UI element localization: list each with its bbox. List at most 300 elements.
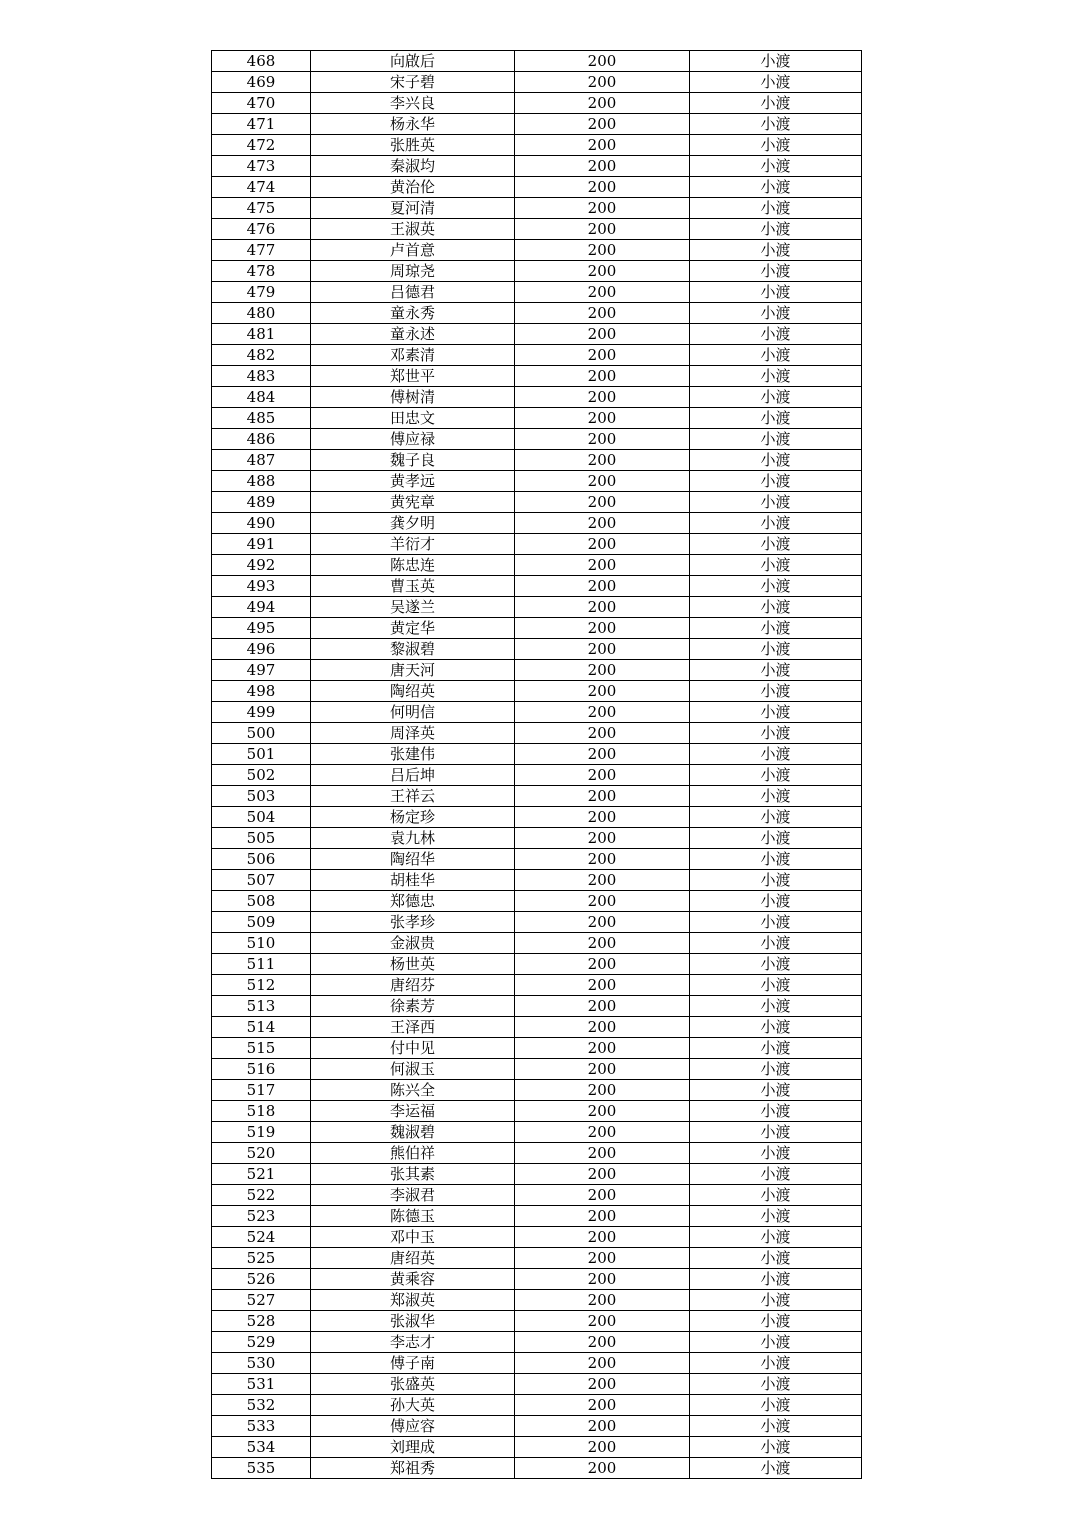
location-cell: 小渡	[690, 303, 862, 324]
name-cell: 向啟后	[311, 51, 515, 72]
amount-cell: 200	[515, 1374, 690, 1395]
serial-number-cell: 532	[212, 1395, 311, 1416]
table-row	[212, 702, 862, 723]
name-cell: 金淑贵	[311, 933, 515, 954]
table-row	[212, 135, 862, 156]
serial-number-cell: 469	[212, 72, 311, 93]
location-cell: 小渡	[690, 912, 862, 933]
name-cell: 王淑英	[311, 219, 515, 240]
serial-number-cell: 498	[212, 681, 311, 702]
name-cell: 黄定华	[311, 618, 515, 639]
table-row	[212, 1269, 862, 1290]
amount-cell: 200	[515, 807, 690, 828]
amount-cell: 200	[515, 1332, 690, 1353]
serial-number-cell: 487	[212, 450, 311, 471]
name-cell: 童永秀	[311, 303, 515, 324]
location-cell: 小渡	[690, 1017, 862, 1038]
table-row	[212, 1248, 862, 1269]
amount-cell: 200	[515, 429, 690, 450]
name-cell: 孙大英	[311, 1395, 515, 1416]
table-row	[212, 660, 862, 681]
amount-cell: 200	[515, 135, 690, 156]
serial-number-cell: 517	[212, 1080, 311, 1101]
table-row	[212, 219, 862, 240]
table-row	[212, 471, 862, 492]
serial-number-cell: 488	[212, 471, 311, 492]
serial-number-cell: 494	[212, 597, 311, 618]
amount-cell: 200	[515, 1059, 690, 1080]
amount-cell: 200	[515, 618, 690, 639]
name-cell: 周琼尧	[311, 261, 515, 282]
table-row	[212, 1332, 862, 1353]
name-cell: 何明信	[311, 702, 515, 723]
name-cell: 李兴良	[311, 93, 515, 114]
table-row	[212, 618, 862, 639]
roster-table	[211, 50, 862, 1479]
location-cell: 小渡	[690, 471, 862, 492]
amount-cell: 200	[515, 996, 690, 1017]
amount-cell: 200	[515, 681, 690, 702]
serial-number-cell: 504	[212, 807, 311, 828]
amount-cell: 200	[515, 177, 690, 198]
table-row	[212, 450, 862, 471]
location-cell: 小渡	[690, 93, 862, 114]
amount-cell: 200	[515, 1206, 690, 1227]
name-cell: 张淑华	[311, 1311, 515, 1332]
table-row	[212, 513, 862, 534]
amount-cell: 200	[515, 261, 690, 282]
table-row	[212, 345, 862, 366]
table-row	[212, 1143, 862, 1164]
location-cell: 小渡	[690, 492, 862, 513]
location-cell: 小渡	[690, 891, 862, 912]
location-cell: 小渡	[690, 702, 862, 723]
serial-number-cell: 468	[212, 51, 311, 72]
amount-cell: 200	[515, 51, 690, 72]
amount-cell: 200	[515, 1164, 690, 1185]
serial-number-cell: 480	[212, 303, 311, 324]
serial-number-cell: 526	[212, 1269, 311, 1290]
name-cell: 王祥云	[311, 786, 515, 807]
table-row	[212, 261, 862, 282]
amount-cell: 200	[515, 114, 690, 135]
amount-cell: 200	[515, 786, 690, 807]
name-cell: 陶绍英	[311, 681, 515, 702]
location-cell: 小渡	[690, 240, 862, 261]
amount-cell: 200	[515, 366, 690, 387]
name-cell: 李志才	[311, 1332, 515, 1353]
location-cell: 小渡	[690, 744, 862, 765]
serial-number-cell: 531	[212, 1374, 311, 1395]
amount-cell: 200	[515, 219, 690, 240]
table-row	[212, 1416, 862, 1437]
serial-number-cell: 528	[212, 1311, 311, 1332]
name-cell: 黄乘容	[311, 1269, 515, 1290]
amount-cell: 200	[515, 93, 690, 114]
amount-cell: 200	[515, 702, 690, 723]
location-cell: 小渡	[690, 177, 862, 198]
table-row	[212, 723, 862, 744]
serial-number-cell: 522	[212, 1185, 311, 1206]
location-cell: 小渡	[690, 1080, 862, 1101]
amount-cell: 200	[515, 303, 690, 324]
location-cell: 小渡	[690, 849, 862, 870]
amount-cell: 200	[515, 1080, 690, 1101]
amount-cell: 200	[515, 933, 690, 954]
amount-cell: 200	[515, 891, 690, 912]
amount-cell: 200	[515, 513, 690, 534]
serial-number-cell: 502	[212, 765, 311, 786]
name-cell: 魏子良	[311, 450, 515, 471]
serial-number-cell: 507	[212, 870, 311, 891]
serial-number-cell: 509	[212, 912, 311, 933]
serial-number-cell: 512	[212, 975, 311, 996]
amount-cell: 200	[515, 282, 690, 303]
name-cell: 秦淑均	[311, 156, 515, 177]
location-cell: 小渡	[690, 114, 862, 135]
table-row	[212, 1374, 862, 1395]
name-cell: 傅子南	[311, 1353, 515, 1374]
location-cell: 小渡	[690, 1395, 862, 1416]
location-cell: 小渡	[690, 198, 862, 219]
table-row	[212, 492, 862, 513]
amount-cell: 200	[515, 723, 690, 744]
location-cell: 小渡	[690, 1353, 862, 1374]
location-cell: 小渡	[690, 660, 862, 681]
name-cell: 羊衍才	[311, 534, 515, 555]
name-cell: 黄孝远	[311, 471, 515, 492]
name-cell: 卢首意	[311, 240, 515, 261]
name-cell: 袁九林	[311, 828, 515, 849]
amount-cell: 200	[515, 534, 690, 555]
location-cell: 小渡	[690, 996, 862, 1017]
location-cell: 小渡	[690, 639, 862, 660]
table-row	[212, 807, 862, 828]
amount-cell: 200	[515, 744, 690, 765]
table-row	[212, 975, 862, 996]
amount-cell: 200	[515, 555, 690, 576]
name-cell: 魏淑碧	[311, 1122, 515, 1143]
table-row	[212, 1059, 862, 1080]
serial-number-cell: 529	[212, 1332, 311, 1353]
serial-number-cell: 481	[212, 324, 311, 345]
table-row	[212, 198, 862, 219]
amount-cell: 200	[515, 870, 690, 891]
amount-cell: 200	[515, 1101, 690, 1122]
name-cell: 郑祖秀	[311, 1458, 515, 1479]
name-cell: 陈德玉	[311, 1206, 515, 1227]
table-row	[212, 1185, 862, 1206]
serial-number-cell: 533	[212, 1416, 311, 1437]
name-cell: 李运福	[311, 1101, 515, 1122]
name-cell: 张建伟	[311, 744, 515, 765]
location-cell: 小渡	[690, 870, 862, 891]
serial-number-cell: 479	[212, 282, 311, 303]
table-row	[212, 240, 862, 261]
serial-number-cell: 495	[212, 618, 311, 639]
name-cell: 周泽英	[311, 723, 515, 744]
location-cell: 小渡	[690, 135, 862, 156]
serial-number-cell: 513	[212, 996, 311, 1017]
roster-table-body	[212, 51, 862, 1479]
table-row	[212, 429, 862, 450]
location-cell: 小渡	[690, 429, 862, 450]
table-row	[212, 996, 862, 1017]
amount-cell: 200	[515, 765, 690, 786]
location-cell: 小渡	[690, 1374, 862, 1395]
location-cell: 小渡	[690, 345, 862, 366]
serial-number-cell: 475	[212, 198, 311, 219]
amount-cell: 200	[515, 345, 690, 366]
name-cell: 王泽西	[311, 1017, 515, 1038]
serial-number-cell: 534	[212, 1437, 311, 1458]
name-cell: 徐素芳	[311, 996, 515, 1017]
name-cell: 田忠文	[311, 408, 515, 429]
location-cell: 小渡	[690, 681, 862, 702]
name-cell: 唐天河	[311, 660, 515, 681]
amount-cell: 200	[515, 1269, 690, 1290]
serial-number-cell: 483	[212, 366, 311, 387]
serial-number-cell: 525	[212, 1248, 311, 1269]
name-cell: 陈忠连	[311, 555, 515, 576]
location-cell: 小渡	[690, 618, 862, 639]
serial-number-cell: 506	[212, 849, 311, 870]
serial-number-cell: 510	[212, 933, 311, 954]
name-cell: 黄治伦	[311, 177, 515, 198]
name-cell: 傅树清	[311, 387, 515, 408]
table-row	[212, 1437, 862, 1458]
name-cell: 郑德忠	[311, 891, 515, 912]
amount-cell: 200	[515, 1353, 690, 1374]
location-cell: 小渡	[690, 807, 862, 828]
amount-cell: 200	[515, 576, 690, 597]
serial-number-cell: 473	[212, 156, 311, 177]
amount-cell: 200	[515, 1227, 690, 1248]
table-row	[212, 534, 862, 555]
location-cell: 小渡	[690, 597, 862, 618]
name-cell: 张其素	[311, 1164, 515, 1185]
location-cell: 小渡	[690, 1437, 862, 1458]
table-row	[212, 849, 862, 870]
name-cell: 邓中玉	[311, 1227, 515, 1248]
amount-cell: 200	[515, 1458, 690, 1479]
table-row	[212, 870, 862, 891]
table-row	[212, 282, 862, 303]
location-cell: 小渡	[690, 723, 862, 744]
name-cell: 吕后坤	[311, 765, 515, 786]
amount-cell: 200	[515, 597, 690, 618]
location-cell: 小渡	[690, 1185, 862, 1206]
table-row	[212, 1017, 862, 1038]
amount-cell: 200	[515, 660, 690, 681]
serial-number-cell: 518	[212, 1101, 311, 1122]
location-cell: 小渡	[690, 765, 862, 786]
name-cell: 张胜英	[311, 135, 515, 156]
table-row	[212, 1206, 862, 1227]
serial-number-cell: 482	[212, 345, 311, 366]
amount-cell: 200	[515, 240, 690, 261]
amount-cell: 200	[515, 1122, 690, 1143]
serial-number-cell: 535	[212, 1458, 311, 1479]
table-row	[212, 72, 862, 93]
serial-number-cell: 500	[212, 723, 311, 744]
location-cell: 小渡	[690, 1269, 862, 1290]
table-row	[212, 891, 862, 912]
table-row	[212, 1311, 862, 1332]
name-cell: 吴遂兰	[311, 597, 515, 618]
serial-number-cell: 471	[212, 114, 311, 135]
table-row	[212, 156, 862, 177]
location-cell: 小渡	[690, 534, 862, 555]
location-cell: 小渡	[690, 1143, 862, 1164]
table-row	[212, 933, 862, 954]
location-cell: 小渡	[690, 513, 862, 534]
table-row	[212, 786, 862, 807]
amount-cell: 200	[515, 954, 690, 975]
serial-number-cell: 470	[212, 93, 311, 114]
table-row	[212, 408, 862, 429]
serial-number-cell: 472	[212, 135, 311, 156]
amount-cell: 200	[515, 324, 690, 345]
name-cell: 吕德君	[311, 282, 515, 303]
table-row	[212, 1101, 862, 1122]
location-cell: 小渡	[690, 576, 862, 597]
table-row	[212, 303, 862, 324]
table-row	[212, 324, 862, 345]
amount-cell: 200	[515, 1311, 690, 1332]
table-row	[212, 51, 862, 72]
name-cell: 黎淑碧	[311, 639, 515, 660]
name-cell: 何淑玉	[311, 1059, 515, 1080]
name-cell: 杨定珍	[311, 807, 515, 828]
location-cell: 小渡	[690, 261, 862, 282]
location-cell: 小渡	[690, 408, 862, 429]
name-cell: 宋子碧	[311, 72, 515, 93]
amount-cell: 200	[515, 387, 690, 408]
serial-number-cell: 523	[212, 1206, 311, 1227]
amount-cell: 200	[515, 1437, 690, 1458]
amount-cell: 200	[515, 1290, 690, 1311]
name-cell: 杨永华	[311, 114, 515, 135]
serial-number-cell: 492	[212, 555, 311, 576]
location-cell: 小渡	[690, 387, 862, 408]
amount-cell: 200	[515, 1185, 690, 1206]
serial-number-cell: 530	[212, 1353, 311, 1374]
amount-cell: 200	[515, 639, 690, 660]
serial-number-cell: 478	[212, 261, 311, 282]
location-cell: 小渡	[690, 1416, 862, 1437]
location-cell: 小渡	[690, 366, 862, 387]
table-row	[212, 1290, 862, 1311]
serial-number-cell: 524	[212, 1227, 311, 1248]
table-row	[212, 681, 862, 702]
table-row	[212, 114, 862, 135]
table-row	[212, 576, 862, 597]
amount-cell: 200	[515, 912, 690, 933]
serial-number-cell: 508	[212, 891, 311, 912]
amount-cell: 200	[515, 156, 690, 177]
location-cell: 小渡	[690, 555, 862, 576]
serial-number-cell: 527	[212, 1290, 311, 1311]
location-cell: 小渡	[690, 450, 862, 471]
name-cell: 童永述	[311, 324, 515, 345]
amount-cell: 200	[515, 408, 690, 429]
table-row	[212, 1227, 862, 1248]
amount-cell: 200	[515, 828, 690, 849]
table-row	[212, 1038, 862, 1059]
location-cell: 小渡	[690, 1038, 862, 1059]
table-row	[212, 744, 862, 765]
amount-cell: 200	[515, 450, 690, 471]
serial-number-cell: 514	[212, 1017, 311, 1038]
name-cell: 曹玉英	[311, 576, 515, 597]
table-row	[212, 828, 862, 849]
location-cell: 小渡	[690, 1248, 862, 1269]
table-row	[212, 1122, 862, 1143]
table-row	[212, 177, 862, 198]
location-cell: 小渡	[690, 1311, 862, 1332]
location-cell: 小渡	[690, 1101, 862, 1122]
name-cell: 张孝珍	[311, 912, 515, 933]
name-cell: 夏河清	[311, 198, 515, 219]
name-cell: 付中见	[311, 1038, 515, 1059]
location-cell: 小渡	[690, 1164, 862, 1185]
amount-cell: 200	[515, 1038, 690, 1059]
serial-number-cell: 503	[212, 786, 311, 807]
table-row	[212, 387, 862, 408]
table-row	[212, 1353, 862, 1374]
serial-number-cell: 521	[212, 1164, 311, 1185]
serial-number-cell: 496	[212, 639, 311, 660]
name-cell: 李淑君	[311, 1185, 515, 1206]
amount-cell: 200	[515, 975, 690, 996]
name-cell: 胡桂华	[311, 870, 515, 891]
amount-cell: 200	[515, 1416, 690, 1437]
table-row	[212, 765, 862, 786]
table-row	[212, 1458, 862, 1479]
serial-number-cell: 515	[212, 1038, 311, 1059]
table-row	[212, 597, 862, 618]
table-row	[212, 954, 862, 975]
serial-number-cell: 505	[212, 828, 311, 849]
serial-number-cell: 519	[212, 1122, 311, 1143]
table-row	[212, 912, 862, 933]
name-cell: 龚夕明	[311, 513, 515, 534]
location-cell: 小渡	[690, 1059, 862, 1080]
serial-number-cell: 489	[212, 492, 311, 513]
amount-cell: 200	[515, 1395, 690, 1416]
table-row	[212, 639, 862, 660]
name-cell: 唐绍芬	[311, 975, 515, 996]
serial-number-cell: 490	[212, 513, 311, 534]
location-cell: 小渡	[690, 1227, 862, 1248]
amount-cell: 200	[515, 849, 690, 870]
name-cell: 傅应禄	[311, 429, 515, 450]
amount-cell: 200	[515, 1143, 690, 1164]
serial-number-cell: 501	[212, 744, 311, 765]
location-cell: 小渡	[690, 1458, 862, 1479]
amount-cell: 200	[515, 1248, 690, 1269]
amount-cell: 200	[515, 198, 690, 219]
name-cell: 郑淑英	[311, 1290, 515, 1311]
table-row	[212, 555, 862, 576]
table-row	[212, 1080, 862, 1101]
location-cell: 小渡	[690, 828, 862, 849]
name-cell: 郑世平	[311, 366, 515, 387]
location-cell: 小渡	[690, 219, 862, 240]
serial-number-cell: 493	[212, 576, 311, 597]
serial-number-cell: 491	[212, 534, 311, 555]
